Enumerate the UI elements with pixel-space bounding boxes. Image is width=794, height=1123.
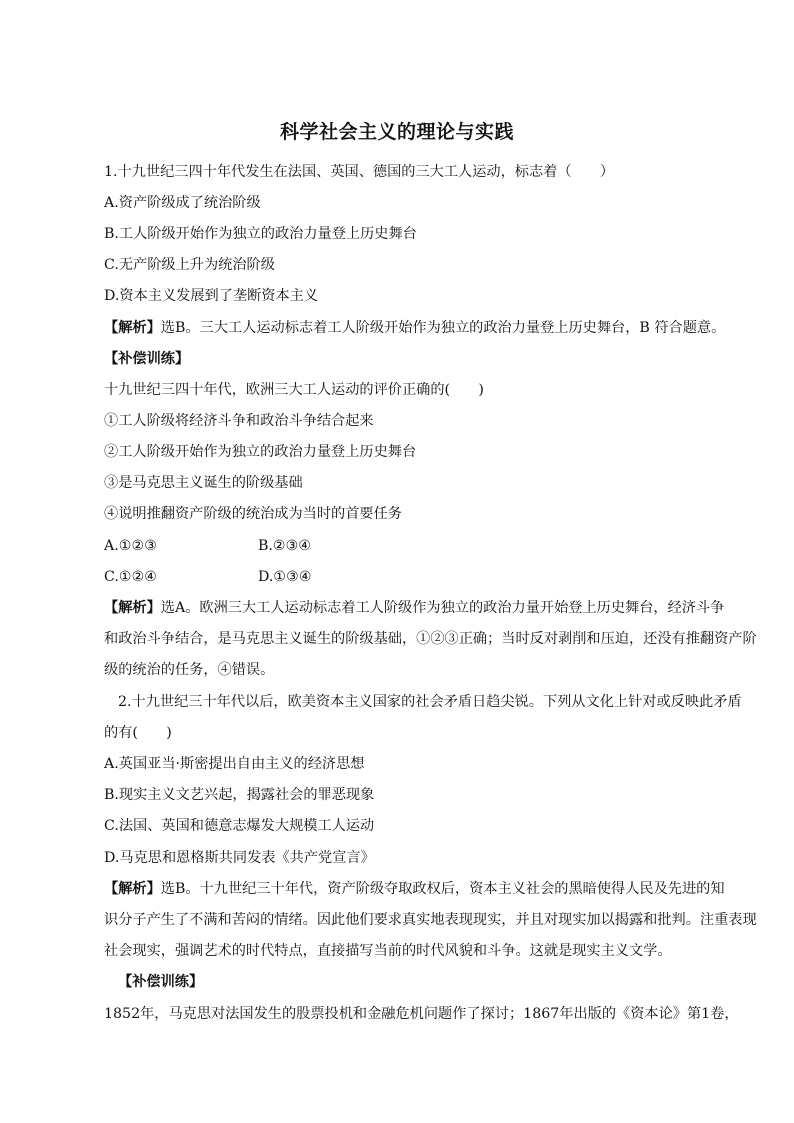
supplementary-1-item-1: ①工人阶级将经济斗争和政治斗争结合起来 — [104, 413, 374, 429]
question-1-analysis — [104, 318, 725, 338]
supplementary-1-option-a: A.①②③ — [104, 538, 157, 554]
supplementary-1-option-b: B.②③④ — [258, 538, 312, 554]
supplementary-2-text: 1852年，马克思对法国发生的股票投机和金融危机问题作了探讨；1867年出版的《资本论》第1卷， — [104, 1006, 739, 1022]
supplementary-1-analysis-line-2: 和政治斗争结合，是马克思主义诞生的阶级基础，①②③正确；当时反对剥削和压迫，还没有推翻资产阶 — [104, 631, 757, 647]
question-2-analysis-line-1 — [104, 879, 725, 899]
question-1-option-a: A.资产阶级成了统治阶级 — [104, 195, 261, 211]
question-2-option-a: A.英国亚当·斯密提出自由主义的经济思想 — [104, 756, 365, 772]
supplementary-1-item-4: ④说明推翻资产阶级的统治成为当时的首要任务 — [104, 506, 402, 522]
supplementary-2-heading: 【补偿训练】 — [118, 974, 204, 990]
question-1-stem: 1.十九世纪三四十年代发生在法国、英国、德国的三大工人运动，标志着（ ） — [104, 164, 615, 180]
supplementary-heading: 【补偿训练】 — [104, 351, 190, 367]
question-1-option-b: B.工人阶级开始作为独立的政治力量登上历史舞台 — [104, 226, 417, 242]
question-2-stem-line-2: 的有( ) — [104, 725, 172, 741]
question-2-option-d: D.马克思和恩格斯共同发表《共产党宣言》 — [104, 850, 375, 866]
supplementary-1-item-2: ②工人阶级开始作为独立的政治力量登上历史舞台 — [104, 444, 417, 460]
analysis-tag: 【解析】 — [104, 600, 161, 616]
question-2-option-b: B.现实主义文艺兴起，揭露社会的罪恶现象 — [104, 787, 375, 803]
supplementary-1-option-d: D.①③④ — [258, 569, 312, 585]
question-2-analysis-line-3: 社会现实，强调艺术的时代特点，直接描写当前的时代风貌和斗争。这就是现实主义文学。 — [104, 943, 672, 959]
supplementary-1-stem: 十九世纪三四十年代，欧洲三大工人运动的评价正确的( ) — [104, 382, 484, 398]
page-title: 科学社会主义的理论与实践 — [279, 121, 514, 143]
supplementary-1-analysis-line-3: 级的统治的任务，④错误。 — [104, 662, 275, 678]
question-1-option-c: C.无产阶级上升为统治阶级 — [104, 257, 275, 273]
analysis-text: 选B。三大工人运动标志着工人阶级开始作为独立的政治力量登上历史舞台，B 符合题意。 — [160, 320, 726, 336]
question-1-option-d: D.资本主义发展到了垄断资本主义 — [104, 288, 319, 304]
analysis-text: 选B。十九世纪三十年代，资产阶级夺取政权后，资本主义社会的黑暗使得人民及先进的知 — [160, 881, 725, 897]
supplementary-1-option-c: C.①②④ — [104, 569, 158, 585]
supplementary-1-item-3: ③是马克思主义诞生的阶级基础 — [104, 475, 303, 491]
analysis-text: 选A。欧洲三大工人运动标志着工人阶级作为独立的政治力量开始登上历史舞台，经济斗争 — [160, 600, 725, 616]
analysis-tag: 【解析】 — [104, 881, 161, 897]
question-2-analysis-line-2: 识分子产生了不满和苦闷的情绪。因此他们要求真实地表现现实，并且对现实加以揭露和批判。注重表现 — [104, 912, 757, 928]
question-2-option-c: C.法国、英国和德意志爆发大规模工人运动 — [104, 818, 375, 834]
question-2-stem-line-1: 2.十九世纪三十年代以后，欧美资本主义国家的社会矛盾日趋尖锐。下列从文化上针对或反映此矛盾 — [118, 694, 742, 710]
supplementary-1-analysis-line-1 — [104, 598, 724, 618]
analysis-tag: 【解析】 — [104, 320, 161, 336]
